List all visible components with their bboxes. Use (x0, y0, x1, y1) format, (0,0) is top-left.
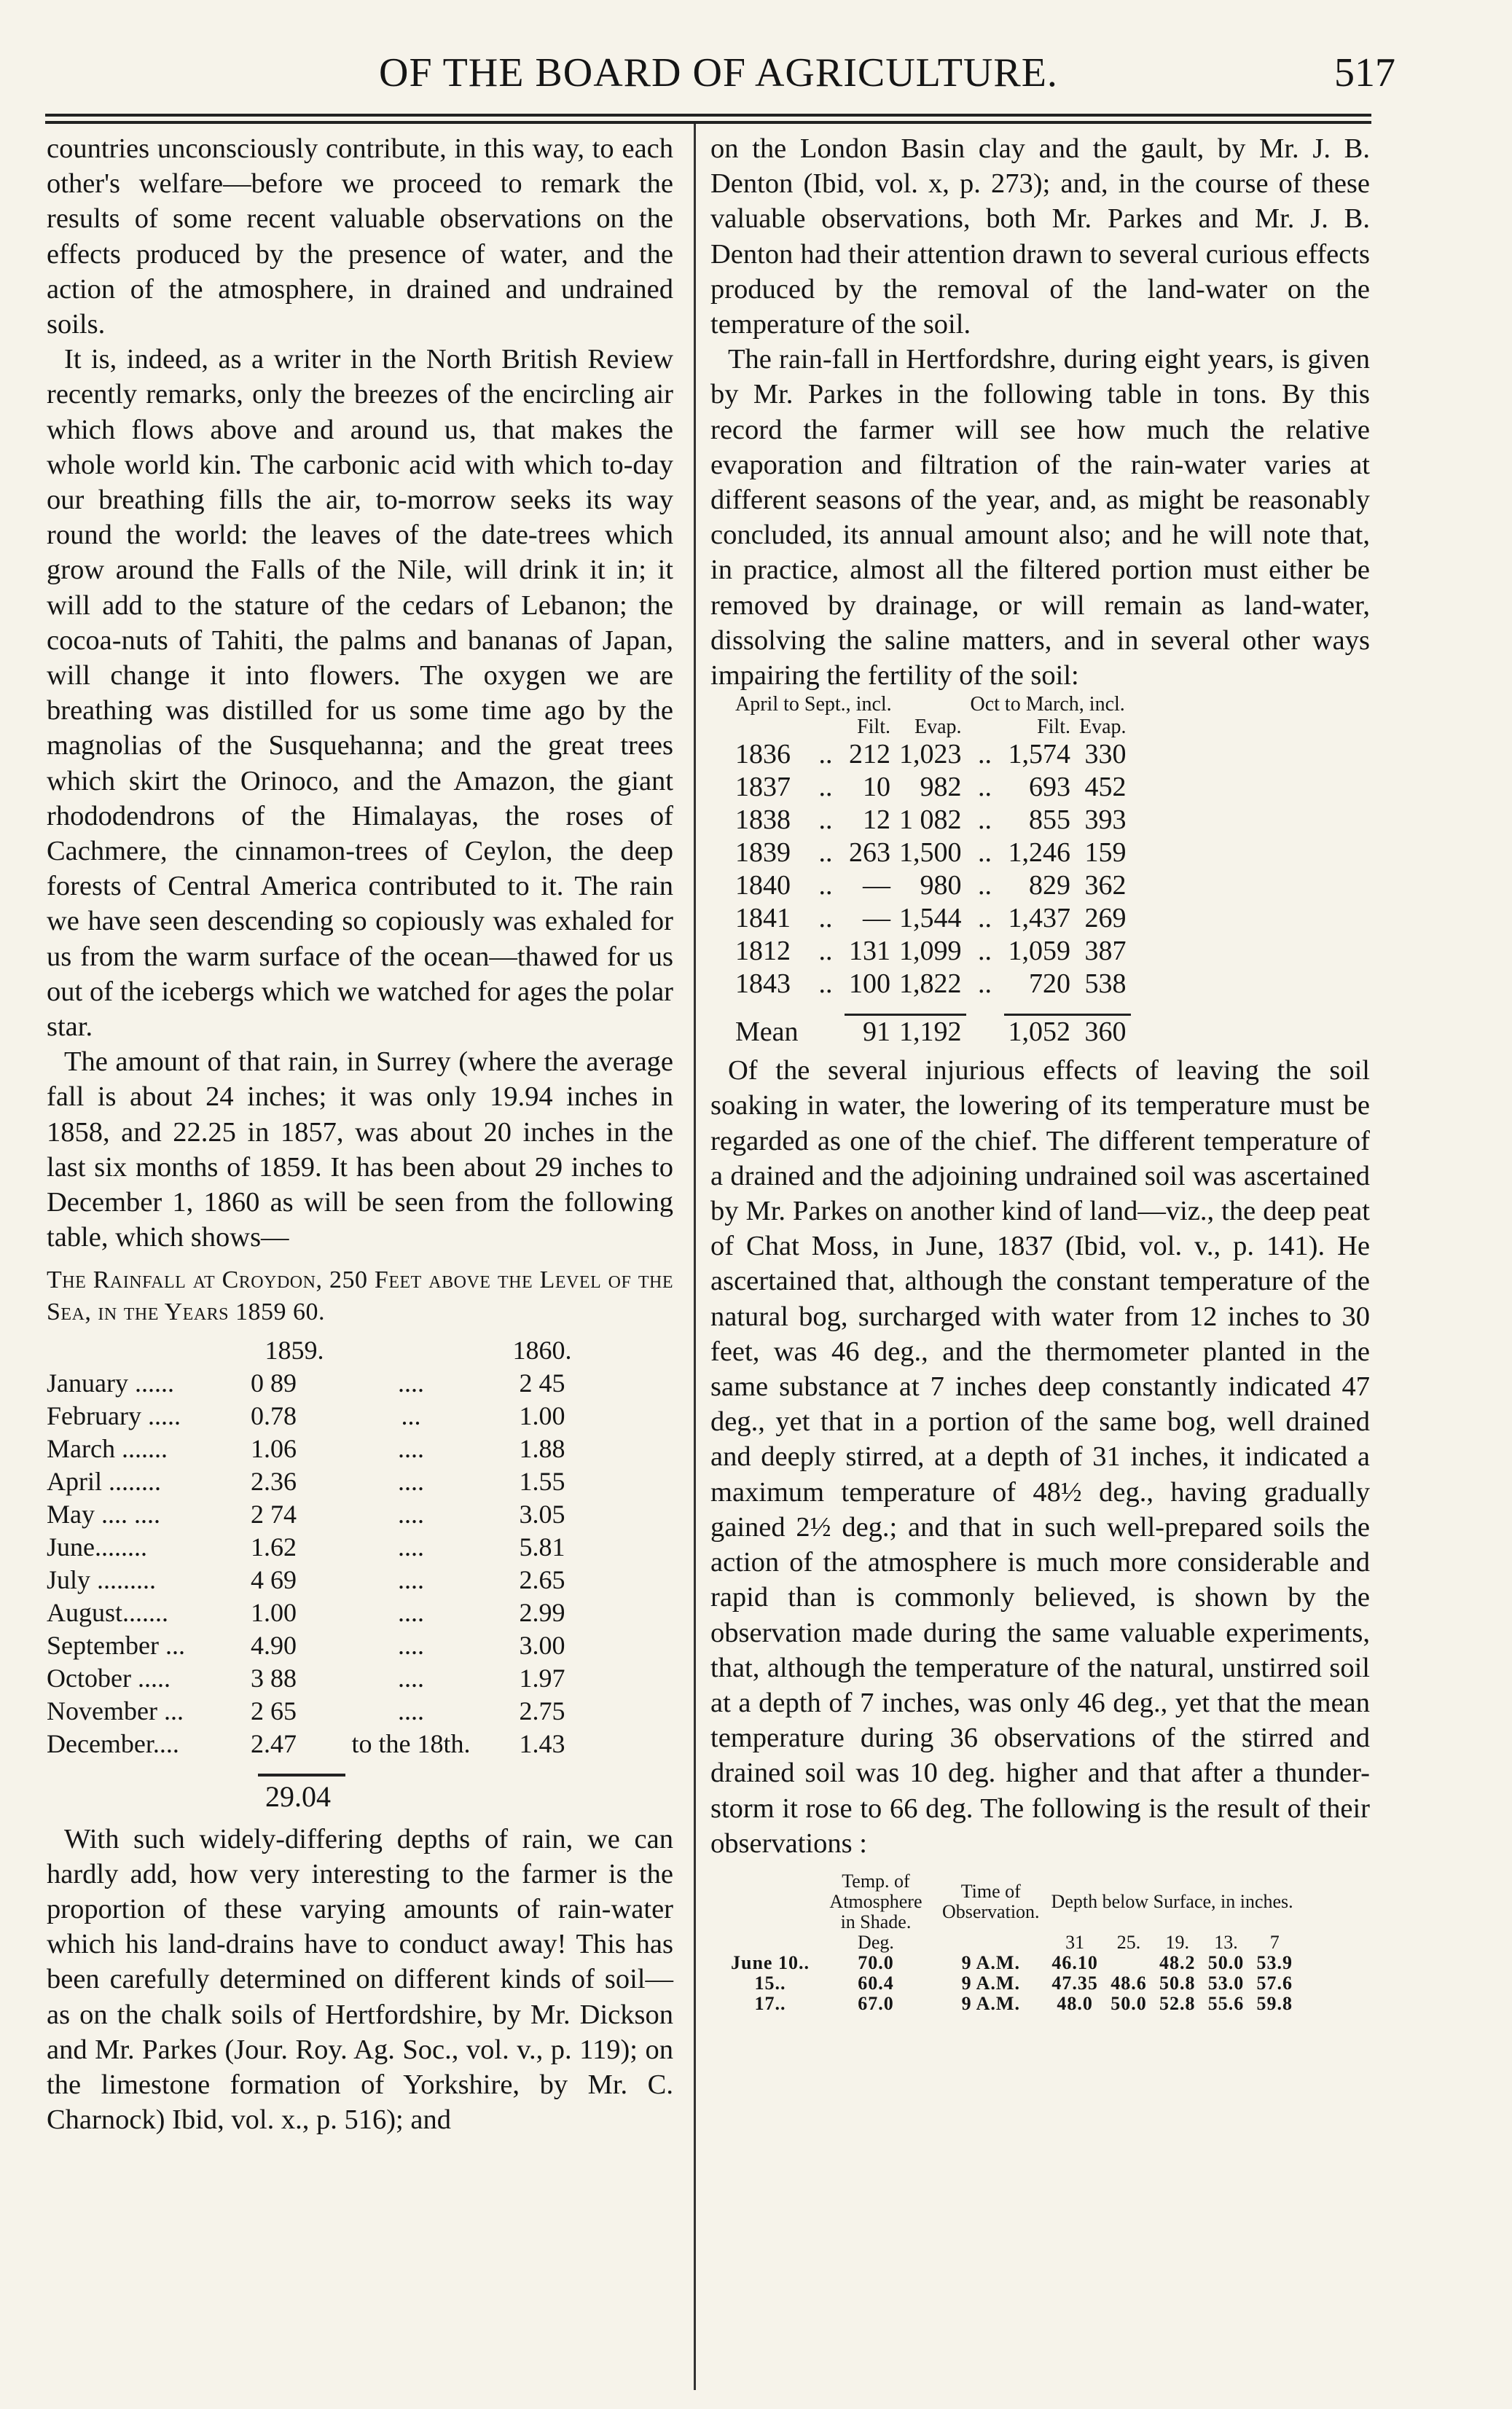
table-header-row (47, 1334, 600, 1367)
leader-dots: .. (978, 772, 992, 803)
year-cell: 1839 (735, 837, 791, 869)
sum-rule (258, 1774, 345, 1777)
table-cell: 3 88 (251, 1663, 297, 1693)
table-row (47, 1498, 600, 1531)
table-cell: 855 (1029, 804, 1070, 836)
leader-dots: .. (818, 936, 833, 967)
leader-dots: .. (978, 739, 992, 770)
column-divider (694, 124, 696, 2390)
table-cell: 2.99 (519, 1597, 565, 1627)
table-cell: 1,822 (899, 968, 962, 1000)
table-cell: 2 74 (251, 1499, 297, 1529)
right-column (710, 131, 1370, 2014)
paragraph: on the London Basin clay and the gault, by Mr. J. B. Denton (Ibid, vol. x, p. 273); and, in the course of these valuable observations, both Mr. Parkes and Mr. J. B. Denton had their attention drawn to several curious effects produced by the removal of the land-water on the temperature of the soil. (710, 133, 1370, 340)
table-cell: 393 (1084, 804, 1127, 836)
table-cell: 0 89 (251, 1368, 297, 1398)
column-header: Evap. (914, 716, 962, 739)
table-cell: 3.05 (519, 1499, 565, 1529)
month-cell: November ... (47, 1696, 184, 1726)
month-cell: March ....... (47, 1433, 168, 1463)
table-row (725, 1973, 1299, 1994)
leader-dots: .. (818, 739, 833, 770)
table-row (47, 1728, 600, 1760)
table-cell: 829 (1029, 870, 1070, 901)
table-cell: 60.4 (858, 1972, 894, 1994)
table-row (725, 1994, 1299, 2014)
column-header: 31 (1065, 1931, 1085, 1953)
table-row (731, 968, 1131, 1000)
header-rule-bottom (45, 121, 1371, 124)
separator-cell: .... (398, 1630, 424, 1660)
table-cell: — (863, 903, 890, 934)
year-cell: 1838 (735, 804, 791, 836)
table-cell: 387 (1084, 936, 1127, 967)
table-cell: 330 (1084, 739, 1127, 770)
table-cell: 1,023 (899, 739, 962, 770)
table-cell: 5.81 (519, 1532, 565, 1562)
table-cell: 720 (1029, 968, 1070, 1000)
month-cell: January ...... (47, 1368, 174, 1398)
paragraph: The rain-fall in Hertfordshre, during eight years, is given by Mr. Parkes in the following table in tons. By this record the farmer will see how much the relative evaporation and filtration of the rain-water varies at different seasons of the year, and, as might be reasonably concluded, its annual amount also; and he will note that, in practice, almost all the filtered portion must either be removed by drainage, or will remain as land-water, dissolving the saline matters, and in several other ways impairing the fertility of the soil: (710, 344, 1370, 692)
table-cell: 50.8 (1159, 1972, 1196, 1994)
table-row (731, 804, 1131, 837)
table-cell: 53.9 (1256, 1951, 1293, 1973)
table-cell: 47.35 (1051, 1972, 1098, 1994)
paragraph: It is, indeed, as a writer in the North British Review recently remarks, only the breezes of the encircling air which flows above and around us, that makes the whole world kin. The carbonic acid with which to-day our breathing fills the air, to-morrow seeks its way round the world: the leaves of the date-trees which grow around the Falls of the Nile, will drink it in; it will add to the stature of the cedars of Lebanon; the cocoa-nuts of Tahiti, the palms and bananas of Japan, will change it into flowers. The oxygen we are breathing was distilled for us some time ago by the magnolias of the Susquehanna; and the great trees which skirt the Orinoco, and the Amazon, the giant rhododendrons of the Himalayas, the roses of Cachmere, the cinnamon-trees of Ceylon, the deep forests of Central America contributed to it. The rain we have seen descending so copiously was exhaled for us from the warm surface of the ocean—thawed for us out of the icebergs which we watched for ages the polar star. (47, 344, 673, 1043)
column-header: 19. (1165, 1931, 1189, 1953)
leader-dots: .. (978, 870, 992, 901)
table-cell: 9 A.M. (961, 1992, 1020, 2014)
table-cell: 48.0 (1057, 1992, 1093, 2014)
column-header: Oct to March, incl. (970, 693, 1125, 716)
month-cell: May .... .... (47, 1499, 160, 1529)
table-row (47, 1400, 600, 1433)
table-cell: 9 A.M. (961, 1972, 1020, 1994)
leader-dots: .. (978, 804, 992, 836)
table-cell (1105, 1953, 1153, 1973)
table-cell: 1,246 (1008, 837, 1070, 869)
table-row (47, 1367, 600, 1400)
table-cell: 48.2 (1159, 1951, 1196, 1973)
month-cell: April ........ (47, 1466, 161, 1496)
table-cell: 1,500 (899, 837, 962, 869)
table-cell: 2.47 (251, 1728, 297, 1758)
month-cell: August....... (47, 1597, 169, 1627)
table-cell: 269 (1084, 903, 1127, 934)
left-column (47, 131, 673, 2137)
table-row (47, 1662, 600, 1695)
separator-cell: .... (398, 1499, 424, 1529)
table-cell: — (863, 870, 890, 901)
separator-cell: .... (398, 1696, 424, 1726)
running-title: OF THE BOARD OF AGRICULTURE. (379, 50, 1058, 95)
table-cell: 1.43 (519, 1728, 565, 1758)
paragraph: Of the several injurious effects of leaving the soil soaking in water, the lowering of its temperature must be regarded as one of the chief. The different temperature of a drained and the adjoining undrained soil was ascertained by Mr. Parkes on another kind of land—viz., the deep peat of Chat Moss, in June, 1837 (Ibid, vol. v., p. 141). He ascertained that, although the constant temperature of the natural bog, surcharged with water from 12 inches to 30 feet, was 46 deg., and the thermometer planted in the same substance at 7 inches deep constantly indicated 47 deg., yet that in a portion of the same bog, well drained and deeply stirred, at a depth of 31 inches, it indicated a maximum temperature of 48½ deg., having gradually gained 2½ deg.; and that in such well-prepared soils the action of the atmosphere is much more considerable and rapid than is commonly believed, is shown by the observation made during the same valuable experiments, that, although the temperature of the natural, unstirred soil at a depth of 7 inches, was only 46 deg., yet that the mean temperature during 36 observations of the stirred and drained soil was 10 deg. higher and that after a thunder-storm it rose to 66 deg. The following is the result of their observations : (710, 1055, 1370, 1859)
table-row (47, 1465, 600, 1498)
table-cell: 263 (849, 837, 890, 869)
table-cell: 2 45 (519, 1368, 565, 1398)
leader-dots: .. (818, 870, 833, 901)
table-subheader-row (725, 1932, 1299, 1953)
table-row (47, 1433, 600, 1465)
table-cell: 10 (863, 772, 890, 803)
separator-cell: .... (398, 1597, 424, 1627)
separator-cell: .... (398, 1433, 424, 1463)
year-cell: 1812 (735, 936, 791, 967)
table-cell: 57.6 (1256, 1972, 1293, 1994)
table-cell: 2 65 (251, 1696, 297, 1726)
table-cell: 360 (1084, 1017, 1127, 1048)
month-cell: October ..... (47, 1663, 171, 1693)
leader-dots: .. (978, 837, 992, 869)
table-row (731, 869, 1131, 902)
table-row (47, 1597, 600, 1629)
paragraph: The amount of that rain, in Surrey (where the average fall is about 24 inches; it was only 19.94 inches in 1858, and 22.25 in 1857, was about 20 inches in the last six months of 1859. It has been about 29 inches to December 1, 1860 as will be seen from the following table, which shows— (47, 1046, 673, 1253)
table-cell: 362 (1084, 870, 1127, 901)
table-cell: 1.00 (519, 1401, 565, 1430)
evaporation-filtration-table (731, 693, 1131, 1049)
table-cell: 1.00 (251, 1597, 297, 1627)
page-header (0, 44, 1512, 109)
column-header: Filt. (1037, 716, 1070, 739)
sum-rule-row (731, 1000, 1131, 1015)
table-cell: 67.0 (858, 1992, 894, 2014)
table-cell: 55.6 (1207, 1992, 1245, 2014)
leader-dots: .. (978, 968, 992, 1000)
rainfall-total: 29.04 (265, 1779, 331, 1813)
table-row (47, 1695, 600, 1728)
table-cell: 0.78 (251, 1401, 297, 1430)
table-cell: 3.00 (519, 1630, 565, 1660)
year-cell: 1836 (735, 739, 791, 770)
table-cell: 2.65 (519, 1564, 565, 1594)
table-header-row (731, 693, 1131, 716)
column-header: Time of Observation. (941, 1880, 1040, 1922)
table-cell: 1,052 (1008, 1017, 1070, 1048)
separator-cell: .... (398, 1466, 424, 1496)
table-header-row (725, 1871, 1299, 1932)
table-cell: 50.0 (1111, 1992, 1147, 2014)
separator-cell: .... (398, 1532, 424, 1562)
table-cell: 1.88 (519, 1433, 565, 1463)
table-row (47, 1564, 600, 1597)
table-row (47, 1629, 600, 1662)
table-cell: 1,574 (1008, 739, 1070, 770)
table-cell: 159 (1084, 837, 1127, 869)
table-row (731, 1015, 1131, 1049)
leader-dots: .. (818, 837, 833, 869)
table-cell: 538 (1084, 968, 1127, 1000)
table-cell: 2.36 (251, 1466, 297, 1496)
soil-temperature-table (725, 1871, 1299, 2014)
table-row (731, 738, 1131, 771)
table-cell: 2.75 (519, 1696, 565, 1726)
table-cell: 131 (849, 936, 890, 967)
month-cell: February ..... (47, 1401, 181, 1430)
separator-cell: to the 18th. (351, 1728, 471, 1758)
table-row (725, 1953, 1299, 1973)
table-cell: 1,192 (899, 1017, 962, 1048)
header-rule-top (45, 114, 1371, 117)
table-cell: 70.0 (858, 1951, 894, 1973)
table-cell: 452 (1084, 772, 1127, 803)
table-cell: 100 (849, 968, 890, 1000)
table-cell: 12 (863, 804, 890, 836)
table-cell: 980 (920, 870, 962, 901)
separator-cell: ... (401, 1401, 421, 1430)
table-cell: 212 (849, 739, 890, 770)
year-cell: 1843 (735, 968, 791, 1000)
table-cell: 53.0 (1207, 1972, 1245, 1994)
table-cell: 1.55 (519, 1466, 565, 1496)
table-cell: 1 082 (899, 804, 962, 836)
table-cell: 1,437 (1008, 903, 1070, 934)
column-header: Filt. (857, 716, 890, 739)
year-cell: 1837 (735, 772, 791, 803)
table-row (731, 902, 1131, 935)
table-cell: June 10.. (731, 1951, 810, 1973)
month-cell: December.... (47, 1728, 179, 1758)
month-cell: July ......... (47, 1564, 157, 1594)
table-caption: The Rainfall at Croydon, 250 Feet above the Level of the Sea, in the Years 1859 60. (47, 1266, 673, 1325)
leader-dots: .. (978, 936, 992, 967)
table-cell: 1,059 (1008, 936, 1070, 967)
leader-dots: .. (818, 968, 833, 1000)
table-cell: 15.. (754, 1972, 786, 1994)
table-cell: 693 (1029, 772, 1070, 803)
year-cell: 1840 (735, 870, 791, 901)
table-row (731, 771, 1131, 804)
leader-dots: .. (818, 804, 833, 836)
month-cell: June........ (47, 1532, 147, 1562)
column-header: 7 (1269, 1931, 1280, 1953)
table-cell: 1,099 (899, 936, 962, 967)
table-row (731, 935, 1131, 968)
column-header: Evap. (1079, 716, 1127, 739)
table-cell: 50.0 (1207, 1951, 1245, 1973)
separator-cell: .... (398, 1564, 424, 1594)
table-cell: 982 (920, 772, 962, 803)
paragraph: countries unconsciously contribute, in this way, to each other's welfare—before we proceed to remark the results of some recent valuable observations on the effects produced by the presence of water, and the action of the atmosphere, in drained and undrained soils. (47, 133, 673, 340)
table-cell: 17.. (754, 1992, 786, 2014)
table-cell: 48.6 (1111, 1972, 1147, 1994)
paragraph: With such widely-differing depths of rain, we can hardly add, how very interesting to the farmer is the proportion of these varying amounts of rain-water which his land-drains have to conduct away! This has been carefully determined on different kinds of soil—as on the chalk soils of Hertfordshire, by Mr. Dickson and Mr. Parkes (Jour. Roy. Ag. Soc., vol. v., p. 119); on the limestone formation of Yorkshire, by Mr. C. Charnock) Ibid, vol. x., p. 516); and (47, 1823, 673, 2136)
rainfall-table (47, 1334, 600, 1760)
column-header: 13. (1214, 1931, 1238, 1953)
table-cell: 59.8 (1256, 1992, 1293, 2014)
table-cell: 1.06 (251, 1433, 297, 1463)
table-cell: 91 (863, 1017, 890, 1048)
column-header: Depth below Surface, in inches. (1051, 1890, 1293, 1912)
leader-dots: .. (818, 903, 833, 934)
table-row (47, 1531, 600, 1564)
month-cell: September ... (47, 1630, 185, 1660)
table-cell: 4 69 (251, 1564, 297, 1594)
table-cell: 1,544 (899, 903, 962, 934)
column-header: Temp. of Atmosphere in Shade. (829, 1870, 923, 1932)
table-cell: 9 A.M. (961, 1951, 1020, 1973)
separator-cell: .... (398, 1663, 424, 1693)
table-cell: 52.8 (1159, 1992, 1196, 2014)
table-cell: 46.10 (1051, 1951, 1098, 1973)
leader-dots: .. (978, 903, 992, 934)
page-number: 517 (1334, 50, 1395, 95)
table-cell: 4.90 (251, 1630, 297, 1660)
mean-label: Mean (735, 1016, 799, 1047)
column-header: 25. (1116, 1931, 1141, 1953)
year-cell: 1841 (735, 903, 791, 934)
column-header: 1860. (512, 1335, 572, 1365)
separator-cell: .... (398, 1368, 424, 1398)
leader-dots: .. (818, 772, 833, 803)
table-row (731, 837, 1131, 869)
column-header: April to Sept., incl. (735, 693, 892, 716)
column-header: 1859. (265, 1335, 324, 1365)
column-header: Deg. (858, 1931, 894, 1953)
table-subheader-row (731, 716, 1131, 738)
table-cell: 1.62 (251, 1532, 297, 1562)
table-cell: 1.97 (519, 1663, 565, 1693)
